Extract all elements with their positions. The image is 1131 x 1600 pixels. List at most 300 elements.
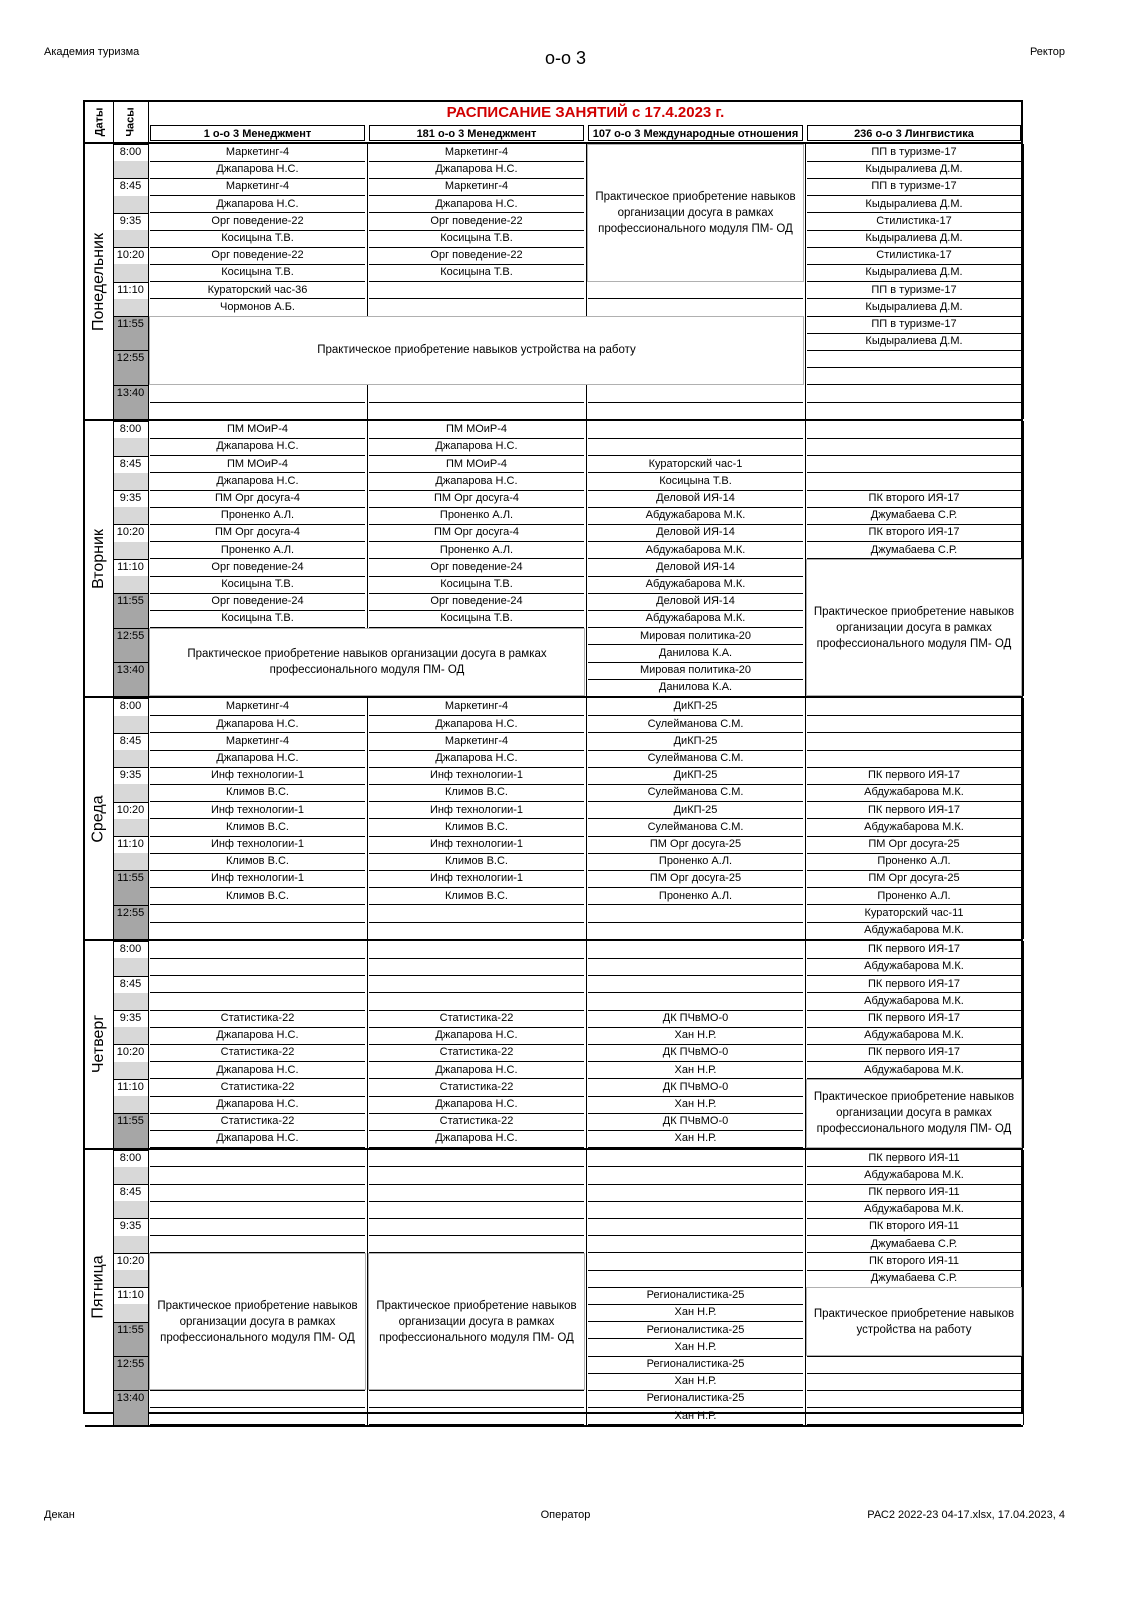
time-label: 11:10	[117, 283, 144, 296]
schedule-cell: Проненко А.Л.	[877, 855, 951, 868]
schedule-cell: Деловой ИЯ-14	[656, 595, 735, 608]
time-separator	[113, 178, 148, 179]
header-rector: Ректор	[1029, 46, 1065, 58]
time-label: 12:55	[116, 629, 145, 642]
schedule-cell: Джумабаева С.Р.	[870, 509, 958, 522]
schedule-cell: Джапарова Н.С.	[216, 1063, 299, 1076]
schedule-cell: Проненко А.Л.	[658, 855, 733, 868]
time-separator	[113, 421, 148, 422]
schedule-cell: Абдужабарова М.К.	[864, 994, 964, 1007]
day-name: Вторник	[90, 528, 108, 589]
time-label: 10:20	[116, 526, 145, 539]
schedule-cell: Статистика-22	[439, 1115, 514, 1128]
schedule-cell	[367, 385, 586, 402]
time-label: 8:00	[119, 423, 142, 436]
time-slot-shade	[114, 1270, 148, 1287]
schedule-cell	[367, 299, 586, 316]
time-slot-shade	[114, 958, 148, 975]
schedule-cell: Джапарова Н.С.	[435, 163, 518, 176]
schedule-cell: ПМ Орг досуга-4	[214, 526, 301, 539]
time-separator	[113, 662, 148, 663]
time-separator	[113, 1287, 148, 1288]
time-separator	[113, 247, 148, 248]
schedule-cell: Сулейманова С.М.	[647, 786, 744, 799]
schedule-cell	[805, 1408, 1023, 1425]
schedule-cell: Деловой ИЯ-14	[656, 526, 735, 539]
schedule-cell	[586, 993, 805, 1010]
schedule-cell: Джапарова Н.С.	[435, 474, 518, 487]
time-separator	[113, 524, 148, 525]
schedule-cell: Кыдыралиева Д.М.	[865, 300, 963, 313]
schedule-cell: ПМ Орг досуга-25	[868, 872, 960, 885]
schedule-cell	[148, 402, 367, 419]
schedule-cell: Джапарова Н.С.	[216, 1132, 299, 1145]
schedule-cell	[586, 1150, 805, 1167]
schedule-cell	[367, 402, 586, 419]
schedule-cell	[367, 922, 586, 939]
schedule-cell	[805, 438, 1023, 455]
time-separator	[113, 733, 148, 734]
schedule-cell	[148, 1150, 367, 1167]
schedule-cell: Кыдыралиева Д.М.	[865, 232, 963, 244]
time-separator	[113, 1079, 148, 1080]
time-label: 11:10	[117, 838, 144, 850]
day-name: Пятница	[90, 1255, 108, 1319]
schedule-cell: Статистика-22	[439, 1046, 514, 1059]
time-label: 8:45	[119, 1186, 142, 1198]
schedule-cell: Джапарова Н.С.	[216, 474, 299, 487]
schedule-cell: Абдужабарова М.К.	[864, 820, 964, 833]
schedule-cell: Джапарова Н.С.	[435, 440, 518, 453]
schedule-cell: ПМ МОиР-4	[226, 423, 289, 436]
time-separator	[113, 941, 148, 942]
schedule-cell	[148, 385, 367, 402]
time-slot-shade	[114, 576, 148, 593]
time-slot-shade	[114, 819, 148, 836]
schedule-title: РАСПИСАНИЕ ЗАНЯТИЙ с 17.4.2023 г.	[446, 104, 725, 121]
time-label: 12:55	[116, 352, 145, 365]
time-label: 11:55	[117, 1323, 144, 1336]
schedule-cell: Джапарова Н.С.	[216, 1098, 299, 1110]
time-label: 11:55	[117, 318, 144, 330]
schedule-cell	[148, 1236, 367, 1253]
time-separator	[113, 385, 148, 386]
day-name: Среда	[90, 795, 108, 843]
time-label: 11:55	[117, 872, 144, 885]
time-separator	[113, 1044, 148, 1045]
schedule-cell: Инф технологии-1	[429, 838, 524, 850]
schedule-cell: ПП в туризме-17	[871, 146, 957, 158]
schedule-cell: Кыдыралиева Д.М.	[865, 163, 963, 176]
day-separator	[85, 1425, 1023, 1427]
column-divider	[1023, 1150, 1024, 1425]
schedule-cell	[367, 993, 586, 1010]
schedule-cell: ПМ Орг досуга-25	[649, 838, 742, 850]
schedule-cell	[148, 1167, 367, 1184]
schedule-cell: ПК второго ИЯ-11	[868, 1254, 960, 1267]
merged-block: Практическое приобретение навыков устройства на работу	[806, 1287, 1022, 1356]
time-slot-shade	[114, 542, 148, 559]
time-separator	[113, 1113, 148, 1114]
time-label: 8:00	[119, 1151, 142, 1164]
schedule-cell: Абдужабарова М.К.	[645, 509, 746, 522]
schedule-cell: Косицына Т.В.	[440, 266, 513, 279]
time-label: 10:20	[116, 1046, 145, 1059]
schedule-cell: ПК первого ИЯ-17	[867, 977, 961, 990]
schedule-cell: ПК второго ИЯ-11	[868, 1220, 960, 1233]
time-label: 8:45	[119, 457, 142, 470]
schedule-cell: Хан Н.Р.	[674, 1132, 717, 1145]
schedule-cell: Регионалистика-25	[646, 1392, 745, 1405]
time-label: 9:35	[119, 769, 142, 782]
schedule-cell: Джапарова Н.С.	[435, 1029, 518, 1042]
schedule-cell: Проненко А.Л.	[439, 509, 514, 522]
schedule-cell	[586, 922, 805, 939]
column-divider	[1023, 144, 1024, 419]
time-slot-shade	[114, 750, 148, 767]
time-slot-shade	[114, 853, 148, 870]
time-separator	[113, 1390, 148, 1391]
schedule-cell	[586, 1184, 805, 1201]
time-label: 13:40	[116, 1392, 145, 1405]
time-separator	[113, 144, 148, 145]
time-separator	[113, 316, 148, 317]
schedule-cell: Маркетинг-4	[444, 146, 509, 158]
time-separator	[113, 490, 148, 491]
header-group: о-о 3	[544, 48, 587, 68]
schedule-cell: Проненко А.Л.	[220, 543, 295, 556]
time-separator	[113, 1184, 148, 1185]
day-label	[85, 698, 113, 939]
schedule-cell: Статистика-22	[220, 1115, 295, 1128]
column-divider	[1023, 698, 1024, 939]
footer-operator: Оператор	[540, 1509, 591, 1521]
column-header: 236 о-о 3 Лингвистика	[807, 125, 1021, 141]
merged-block: Практическое приобретение навыков организации досуга в рамках профессионального модуля ПМ- ОД	[149, 628, 585, 697]
time-separator	[113, 282, 148, 283]
schedule-cell: Сулейманова С.М.	[647, 717, 744, 730]
time-slot-shade	[114, 473, 148, 490]
schedule-cell: ПК первого ИЯ-11	[868, 1151, 960, 1164]
schedule-cell	[586, 941, 805, 958]
time-slot-shade	[114, 1096, 148, 1113]
time-separator	[113, 1010, 148, 1011]
schedule-cell: Джапарова Н.С.	[216, 1029, 299, 1042]
time-label: 8:00	[119, 943, 142, 956]
time-separator	[113, 698, 148, 699]
time-slot-shade	[114, 1236, 148, 1253]
time-label: 8:45	[119, 180, 142, 193]
schedule-cell	[367, 905, 586, 922]
schedule-cell	[148, 1184, 367, 1201]
schedule-cell: ПМ Орг досуга-25	[868, 838, 960, 850]
schedule-cell: Кураторский час-1	[648, 457, 743, 470]
time-label: 9:35	[119, 214, 142, 227]
head-hours-label: Часы	[124, 107, 137, 137]
schedule-cell	[367, 976, 586, 993]
schedule-cell: Орг поведение-22	[430, 249, 523, 262]
time-slot-shade	[114, 993, 148, 1010]
schedule-cell: ДиКП-25	[673, 769, 718, 782]
schedule-cell: ПМ Орг досуга-4	[433, 492, 520, 504]
schedule-cell: Абдужабарова М.К.	[864, 1168, 964, 1181]
schedule-cell: Абдужабарова М.К.	[645, 543, 746, 556]
schedule-cell: Косицына Т.В.	[659, 474, 732, 487]
schedule-cell: Сулейманова С.М.	[647, 820, 744, 833]
schedule-cell: Проненко А.Л.	[220, 509, 295, 522]
schedule-cell: Регионалистика-25	[646, 1358, 745, 1370]
time-slot-shade	[114, 784, 148, 801]
time-separator	[113, 456, 148, 457]
schedule-cell: Абдужабарова М.К.	[864, 1203, 964, 1216]
schedule-cell: Мировая политика-20	[639, 629, 752, 642]
schedule-cell: Орг поведение-24	[211, 595, 304, 608]
time-slot-shade	[114, 1027, 148, 1044]
time-separator	[113, 905, 148, 906]
schedule-cell: Косицына Т.В.	[440, 232, 513, 244]
schedule-cell: ПП в туризме-17	[871, 180, 957, 193]
merged-block: Практическое приобретение навыков организации досуга в рамках профессионального модуля ПМ- ОД	[587, 144, 804, 282]
time-label: 9:35	[119, 492, 142, 504]
time-label: 13:40	[116, 664, 145, 676]
schedule-cell: Косицына Т.В.	[221, 578, 294, 590]
schedule-cell	[367, 1236, 586, 1253]
schedule-cell	[805, 698, 1023, 715]
schedule-cell: ДК ПЧвМО-0	[662, 1080, 729, 1093]
schedule-cell: ДиКП-25	[673, 734, 718, 747]
schedule-cell: Хан Н.Р.	[674, 1306, 717, 1319]
schedule-cell: Джапарова Н.С.	[435, 717, 518, 730]
schedule-cell: Статистика-22	[220, 1046, 295, 1059]
schedule-cell: Джапарова Н.С.	[216, 163, 299, 176]
header-academy: Академия туризма	[44, 46, 140, 58]
schedule-cell: ПК первого ИЯ-17	[867, 943, 961, 956]
schedule-cell: Проненко А.Л.	[439, 543, 514, 556]
schedule-cell: ПМ МОиР-4	[226, 457, 289, 470]
schedule-cell	[367, 941, 586, 958]
time-slot-shade	[114, 1201, 148, 1218]
schedule-cell	[586, 1201, 805, 1218]
schedule-cell: Абдужабарова М.К.	[864, 960, 964, 973]
schedule-cell: Стилистика-17	[876, 214, 952, 227]
schedule-cell: ПМ Орг досуга-4	[433, 526, 520, 539]
schedule-cell: Климов В.С.	[226, 820, 289, 833]
time-separator	[113, 836, 148, 837]
schedule-cell	[148, 976, 367, 993]
schedule-cell: Деловой ИЯ-14	[656, 492, 735, 504]
schedule-cell: Статистика-22	[439, 1012, 514, 1024]
schedule-cell: Статистика-22	[439, 1080, 514, 1093]
time-label: 11:10	[117, 560, 144, 573]
time-label: 10:20	[116, 803, 145, 816]
time-separator	[113, 1253, 148, 1254]
schedule-cell	[586, 976, 805, 993]
day-name: Понедельник	[90, 232, 107, 331]
schedule-cell: Инф технологии-1	[210, 872, 305, 885]
head-dates	[85, 102, 113, 142]
schedule-cell: Косицына Т.В.	[440, 578, 513, 590]
time-slot-shade	[114, 299, 148, 316]
footer-dean: Декан	[44, 1509, 75, 1521]
day-name: Четверг	[90, 1015, 107, 1074]
column-header: 181 о-о 3 Менеджмент	[369, 125, 584, 141]
time-separator	[113, 593, 148, 594]
time-slot-shade	[114, 1304, 148, 1321]
schedule-cell: Маркетинг-4	[444, 700, 509, 713]
schedule-cell: Джапарова Н.С.	[435, 752, 518, 764]
schedule-cell: Абдужабарова М.К.	[645, 612, 746, 625]
schedule-cell	[805, 733, 1023, 750]
schedule-cell: ПК второго ИЯ-17	[868, 492, 960, 504]
schedule-cell: Климов В.С.	[445, 855, 508, 868]
schedule-cell: Абдужабарова М.К.	[864, 1029, 964, 1042]
schedule-cell	[586, 299, 805, 316]
schedule-cell: Джапарова Н.С.	[216, 197, 299, 210]
schedule-cell: ДК ПЧвМО-0	[662, 1115, 729, 1128]
time-label: 8:00	[119, 146, 142, 158]
schedule-cell	[367, 1150, 586, 1167]
time-label: 8:00	[119, 700, 142, 713]
time-slot-shade	[114, 161, 148, 178]
schedule-cell: ПМ Орг досуга-4	[214, 492, 301, 504]
schedule-cell: Хан Н.Р.	[674, 1409, 717, 1422]
schedule-cell: Абдужабарова М.К.	[864, 1063, 964, 1076]
merged-block: Практическое приобретение навыков организации досуга в рамках профессионального модуля ПМ- ОД	[806, 559, 1022, 697]
schedule-cell: Данилова К.А.	[658, 681, 733, 694]
schedule-cell	[148, 1201, 367, 1218]
schedule-cell	[805, 750, 1023, 767]
schedule-cell: Климов В.С.	[226, 786, 289, 799]
schedule-cell	[805, 1390, 1023, 1407]
merged-block: Практическое приобретение навыков организации досуга в рамках профессионального модуля ПМ- ОД	[368, 1253, 585, 1391]
schedule-cell	[805, 385, 1023, 402]
schedule-cell: ПМ МОиР-4	[445, 457, 508, 470]
schedule-cell: Статистика-22	[220, 1012, 295, 1024]
schedule-cell: Джапарова Н.С.	[216, 440, 299, 453]
schedule-cell: Кураторский час-11	[864, 906, 964, 919]
schedule-cell: Джапарова Н.С.	[435, 1132, 518, 1145]
head-dates-label: Даты	[93, 107, 105, 137]
schedule-cell: Регионалистика-25	[646, 1289, 745, 1302]
time-slot-shade	[114, 196, 148, 213]
time-label: 11:55	[117, 1115, 144, 1128]
schedule-cell: Хан Н.Р.	[674, 1029, 717, 1042]
schedule-cell	[805, 716, 1023, 733]
column-header: 107 о-о 3 Международные отношения	[588, 125, 803, 141]
time-label: 12:55	[116, 906, 145, 919]
schedule-cell	[148, 1408, 367, 1425]
time-slot-shade	[114, 438, 148, 455]
schedule-cell: ДиКП-25	[673, 803, 718, 816]
schedule-cell: ПК первого ИЯ-11	[868, 1186, 960, 1198]
time-slot-shade	[114, 230, 148, 247]
schedule-cell	[586, 1167, 805, 1184]
time-separator	[113, 976, 148, 977]
schedule-cell: Косицына Т.В.	[440, 612, 513, 625]
time-separator	[113, 1356, 148, 1357]
schedule-cell	[586, 385, 805, 402]
schedule-cell	[586, 282, 805, 299]
schedule-cell: ДиКП-25	[673, 700, 718, 713]
schedule-cell: Косицына Т.В.	[221, 266, 294, 279]
schedule-cell: Инф технологии-1	[429, 803, 524, 816]
merged-block: Практическое приобретение навыков организации досуга в рамках профессионального модуля ПМ- ОД	[806, 1079, 1022, 1148]
schedule-cell: Кыдыралиева Д.М.	[865, 266, 963, 279]
schedule-cell	[367, 1184, 586, 1201]
schedule-cell: Инф технологии-1	[429, 769, 524, 782]
time-slot-shade	[114, 1062, 148, 1079]
schedule-cell: Маркетинг-4	[225, 146, 290, 158]
schedule-cell: ПК второго ИЯ-17	[868, 526, 960, 539]
schedule-cell: Стилистика-17	[876, 249, 952, 262]
schedule-cell: Климов В.С.	[445, 820, 508, 833]
time-label: 10:20	[116, 249, 145, 262]
column-header: 1 о-о 3 Менеджмент	[150, 125, 365, 141]
schedule-cell: Проненко А.Л.	[877, 889, 951, 902]
schedule-cell: Джумабаева С.Р.	[870, 543, 958, 556]
schedule-cell: ПК первого ИЯ-17	[867, 1046, 961, 1059]
schedule-cell	[367, 958, 586, 975]
time-separator	[113, 559, 148, 560]
time-separator	[113, 213, 148, 214]
schedule-cell: Чормонов А.Б.	[219, 300, 295, 313]
schedule-cell	[586, 421, 805, 438]
schedule-cell: Регионалистика-25	[646, 1323, 745, 1336]
schedule-cell: Абдужабарова М.К.	[864, 786, 964, 799]
schedule-cell: ПП в туризме-17	[871, 283, 957, 296]
schedule-cell: Мировая политика-20	[639, 664, 752, 676]
schedule-cell	[586, 1236, 805, 1253]
schedule-cell: Инф технологии-1	[210, 803, 305, 816]
schedule-cell: Джумабаева С.Р.	[870, 1272, 958, 1284]
schedule-cell: Инф технологии-1	[429, 872, 524, 885]
schedule-cell: ПК первого ИЯ-17	[867, 803, 961, 816]
schedule-cell	[805, 350, 1023, 367]
schedule-cell: Кыдыралиева Д.М.	[865, 197, 963, 210]
header-divider	[113, 102, 114, 142]
schedule-cell: Климов В.С.	[445, 889, 508, 902]
merged-block: Практическое приобретение навыков устройства на работу	[149, 316, 804, 385]
schedule-cell	[367, 1201, 586, 1218]
time-slot-shade	[114, 507, 148, 524]
schedule-cell	[367, 1408, 586, 1425]
time-label: 12:55	[116, 1358, 145, 1370]
day-label	[85, 1150, 113, 1425]
schedule-cell: Инф технологии-1	[210, 838, 305, 850]
schedule-cell	[805, 1373, 1023, 1390]
schedule-cell	[367, 1218, 586, 1235]
schedule-cell: Хан Н.Р.	[674, 1098, 717, 1110]
schedule-cell: Статистика-22	[220, 1080, 295, 1093]
time-separator	[113, 628, 148, 629]
time-label: 9:35	[119, 1220, 142, 1233]
schedule-cell: Маркетинг-4	[444, 180, 509, 193]
schedule-cell	[148, 993, 367, 1010]
schedule-cell	[586, 1218, 805, 1235]
time-label: 11:55	[117, 595, 144, 608]
schedule-cell: Маркетинг-4	[225, 180, 290, 193]
schedule-cell: Климов В.С.	[226, 855, 289, 868]
schedule-cell	[586, 402, 805, 419]
day-label	[85, 941, 113, 1147]
schedule-cell	[367, 282, 586, 299]
time-separator	[113, 1322, 148, 1323]
schedule-cell: ПК первого ИЯ-17	[867, 769, 961, 782]
schedule-cell: Хан Н.Р.	[674, 1375, 717, 1388]
schedule-cell: Деловой ИЯ-14	[656, 560, 735, 573]
schedule-cell	[148, 922, 367, 939]
schedule-cell: Маркетинг-4	[444, 734, 509, 747]
